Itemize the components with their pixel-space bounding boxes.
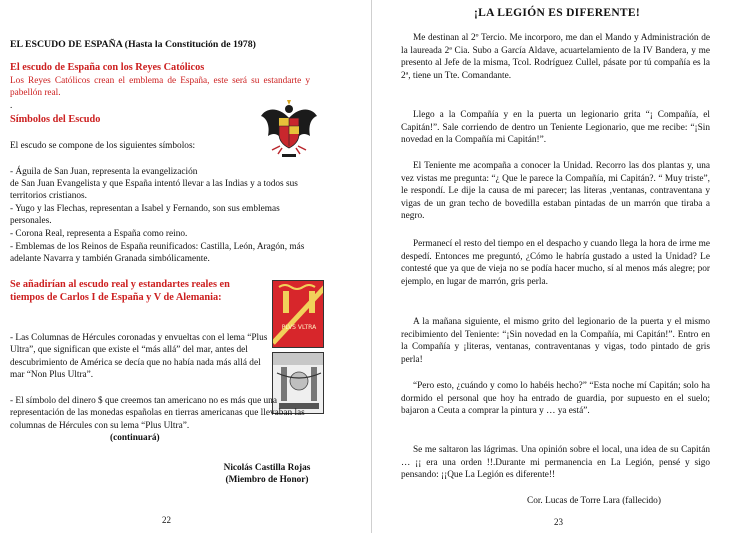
legion-paragraph-1: Me destinan al 2º Tercio. Me incorporo, me dan el Mando y Administración de la laureada 2ª Cia. Subo a García Aldave, acuartelamiento de la IV Bandera, y me presento al Jefe de la misma, Tcol. Rodríguez Cullel, pásate por tú compañía es la 2ª, tiene un Tte. Comandante. xyxy=(401,33,710,81)
right-page xyxy=(372,0,742,533)
dollar-text: - El símbolo del dinero $ que creemos tan americano no es más que una representación de las monedas españolas en tierras americanas que llevaban las columnas de Hércules con su lema “Plus Ultra”. xyxy=(10,396,305,431)
plus-ultra-banner-image xyxy=(272,280,324,348)
author-name: Nicolás Castilla Rojas xyxy=(223,463,311,473)
article-title: EL ESCUDO DE ESPAÑA (Hasta la Constitución de 1978) xyxy=(10,39,256,50)
coat-of-arms-eagle-image xyxy=(258,96,320,164)
author-role: (Miembro de Honor) xyxy=(225,475,309,485)
symbol-item-yoke-arrows: - Yugo y las Flechas, representan a Isabel y Fernando, son sus emblemas personales. xyxy=(10,204,280,227)
continued-note: (continuará) xyxy=(110,433,160,443)
bullet-dot: . xyxy=(10,101,13,111)
section-text-catholic-monarchs: Los Reyes Católicos crean el emblema de España, este será su estandarte y pabellón real. xyxy=(10,76,310,99)
banner-motto: PLVS VLTRA xyxy=(281,324,317,331)
legion-paragraph-7: Se me saltaron las lágrimas. Una opinión sobre el local, una idea de su Capitán … ¡¡ era una orden !!.Durante mi permanencia en La Legión, pensé y sigo pensando: ¡¡Que La Legión es diferente!! xyxy=(401,445,710,481)
legion-paragraph-4: Permanecí el resto del tiempo en el despacho y cuando llega la hora de irme me despedí. Entonces me preguntó, ¿Cómo le habría gustado a usted la Unidad? Le contesté que ya que de vieja no se podía hacer mucho, sí al menos más alegre; por ejemplo, en lugar de marrón, gris perla. xyxy=(401,239,710,287)
page-number-right: 23 xyxy=(554,517,563,527)
page-number-left: 22 xyxy=(162,515,171,525)
legion-paragraph-6: “Pero esto, ¿cuándo y como lo habéis hecho?” “Esta noche mí Capitán; solo ha dormido el personal que hoy ha entrado de guardia, por supuesto en el suelo; bajaron a Ceuta a comprar la pintura y … ya está”. xyxy=(401,381,710,417)
section-heading-catholic-monarchs: El escudo de España con los Reyes Católicos xyxy=(10,62,205,73)
section-heading-symbols: Símbolos del Escudo xyxy=(10,114,101,125)
pillars-text: - Las Columnas de Hércules coronadas y envueltas con el lema “Plus Ultra”, que significan que existe el “más allá” del mar, antes del descubrimiento de América se decía que no había nada más allá del mar “Non Plus Ultra”. xyxy=(10,333,268,381)
symbol-item-crown: - Corona Real, representa a España como reino. xyxy=(10,229,188,239)
legion-article-title: ¡LA LEGIÓN ES DIFERENTE! xyxy=(474,7,640,19)
legion-paragraph-3: El Teniente me acompaña a conocer la Unidad. Recorro las dos plantas y, una vez vistas me pregunta: “¿ Que le parece la Compañía, mi Capitán?. “ Muy triste”, le respondí. Le dije la causa de mi parecer; las literas ,ventanas, contraventana y vigas de un gran techo de bovedilla estaban pintadas de un marrón que tiraba a negro. xyxy=(401,161,710,222)
section-heading-carlos: Se añadirían al escudo real y estandartes reales en tiempos de Carlos I de España y V de Alemania: xyxy=(10,279,230,303)
symbol-item-eagle-cont: de San Juan Evangelista y que España intentó llevar a las Indias y a todos sus territorios cristianos. xyxy=(10,179,298,202)
legion-paragraph-5: A la mañana siguiente, el mismo grito del legionario de la puerta y el mismo recibimiento del Teniente: “¡Sin novedad en la Compañía, mi Capitán!”. Entro en la Compañía y ¡literas, ventanas, contraventanas y vigas, todo pintado de gris perla! xyxy=(401,317,710,365)
symbol-item-kingdoms: - Emblemas de los Reinos de España reunificados: Castilla, León, Aragón, más adelante Navarra y también Granada simbólicamente. xyxy=(10,242,305,265)
symbols-intro: El escudo se compone de los siguientes símbolos: xyxy=(10,141,196,151)
symbol-item-eagle: - Águila de San Juan, representa la evangelización xyxy=(10,167,198,177)
legion-paragraph-2: Llego a la Compañía y en la puerta un legionario grita “¡ Compañía, el Capitán!”. Sale corriendo de dentro un Teniente Legionario, que me recibe: “¡Sin novedad en la Compañía mi Capitán!”. xyxy=(401,110,710,146)
legion-signature: Cor. Lucas de Torre Lara (fallecido) xyxy=(527,496,661,506)
